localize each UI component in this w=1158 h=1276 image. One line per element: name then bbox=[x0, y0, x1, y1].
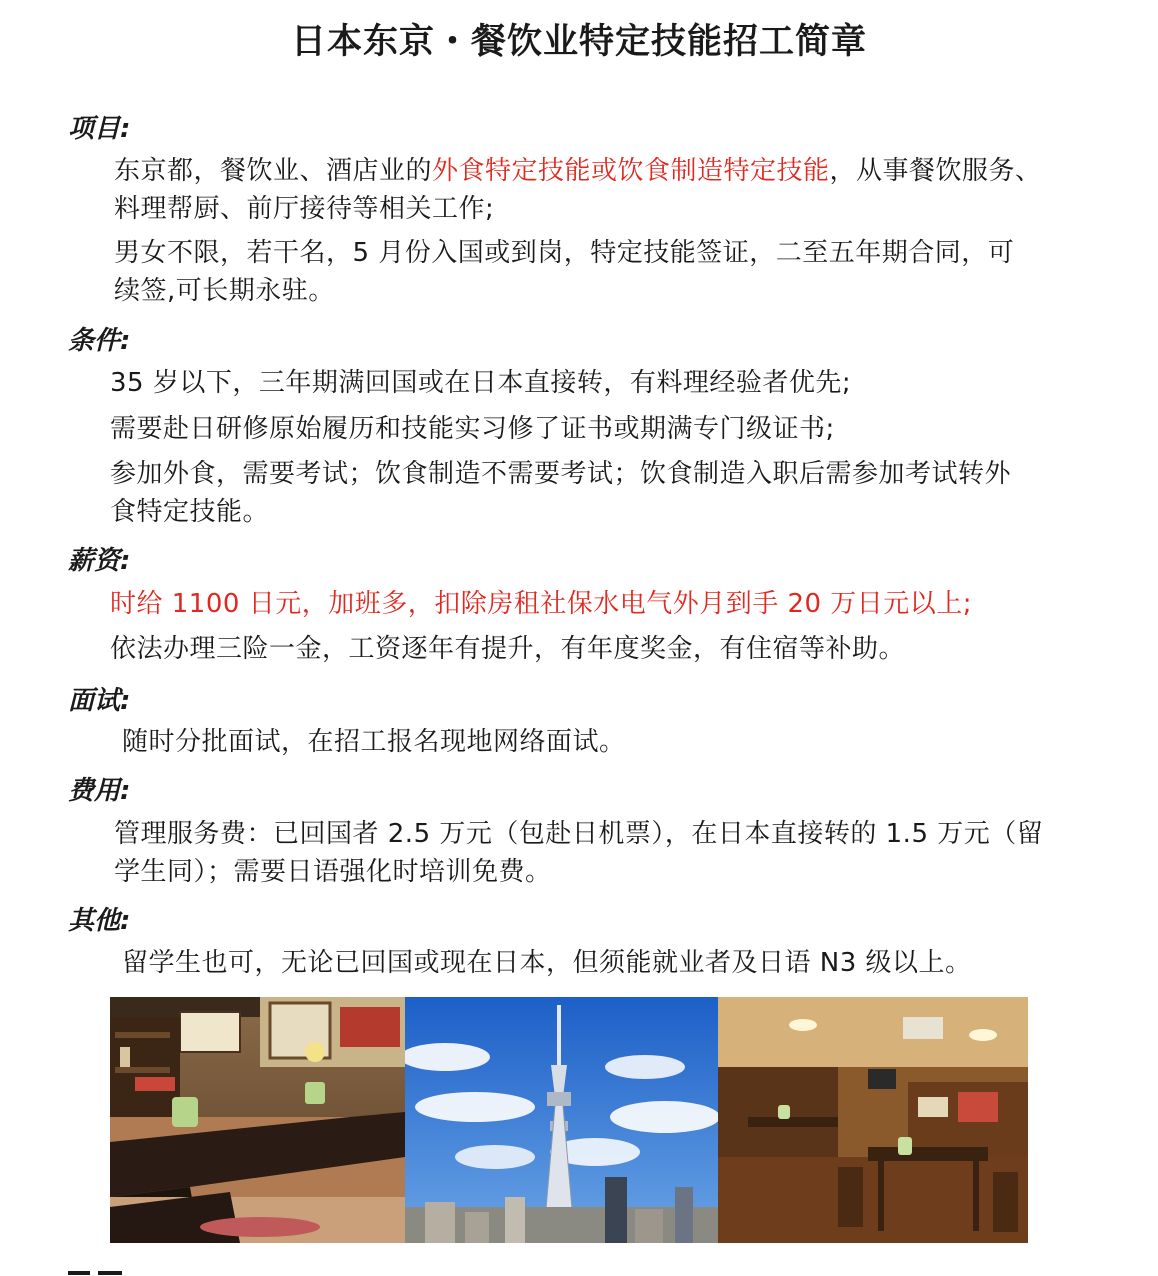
restaurant-tatami-room-photo bbox=[110, 997, 405, 1243]
section-heading-conditions: 条件: bbox=[68, 326, 131, 356]
section-heading-fees: 费用: bbox=[68, 776, 131, 806]
condition-item-2: 需要赴日研修原始履历和技能实习修了证书或期满专门级证书; bbox=[110, 414, 835, 444]
project-text-tail: ，从事餐饮服务、 bbox=[829, 156, 1042, 186]
project-paragraph-2 bbox=[114, 234, 1104, 310]
project-text-line2: 料理帮厨、前厅接待等相关工作; bbox=[114, 194, 495, 224]
section-heading-other: 其他: bbox=[68, 906, 131, 936]
fees-line: 学生同）；需要日语强化时培训免费。 bbox=[114, 857, 552, 887]
salary-benefits: 依法办理三险一金，工资逐年有提升，有年度奖金，有住宿等补助。 bbox=[110, 634, 906, 664]
fees-text bbox=[114, 815, 1114, 891]
condition-text: 参加外食，需要考试；饮食制造不需要考试；饮食制造入职后需参加考试转外 bbox=[110, 459, 1012, 489]
condition-item-3 bbox=[110, 455, 1100, 531]
condition-item-1: 35 岁以下，三年期满回国或在日本直接转，有料理经验者优先; bbox=[110, 368, 852, 398]
page-title: 日本东京・餐饮业特定技能招工简章 bbox=[290, 22, 867, 62]
project-text: 续签,可长期永驻。 bbox=[114, 276, 335, 306]
section-heading-salary: 薪资: bbox=[68, 546, 131, 576]
section-heading-project: 项目: bbox=[68, 114, 131, 144]
tokyo-skytree-photo bbox=[405, 997, 718, 1243]
other-text: 留学生也可，无论已回国或现在日本，但须能就业者及日语 N3 级以上。 bbox=[122, 948, 972, 978]
cut-off-heading-fragment bbox=[68, 1262, 128, 1276]
photo-strip bbox=[110, 997, 1028, 1243]
project-highlight: 外食特定技能或饮食制造特定技能 bbox=[432, 156, 830, 186]
project-text: 东京都，餐饮业、酒店业的 bbox=[114, 156, 433, 186]
interview-text: 随时分批面试，在招工报名现地网络面试。 bbox=[122, 727, 626, 757]
project-text: 男女不限，若干名，5 月份入国或到岗，特定技能签证，二至五年期合同，可 bbox=[114, 238, 1015, 268]
fees-line: 管理服务费：已回国者 2.5 万元（包赴日机票），在日本直接转的 1.5 万元（留 bbox=[114, 819, 1044, 849]
section-heading-interview: 面试: bbox=[68, 686, 131, 716]
salary-highlight: 时给 1100 日元，加班多，扣除房租社保水电气外月到手 20 万日元以上; bbox=[110, 589, 973, 619]
restaurant-dining-hall-photo bbox=[718, 997, 1028, 1243]
condition-text: 食特定技能。 bbox=[110, 497, 270, 527]
project-paragraph-1 bbox=[114, 152, 1104, 228]
